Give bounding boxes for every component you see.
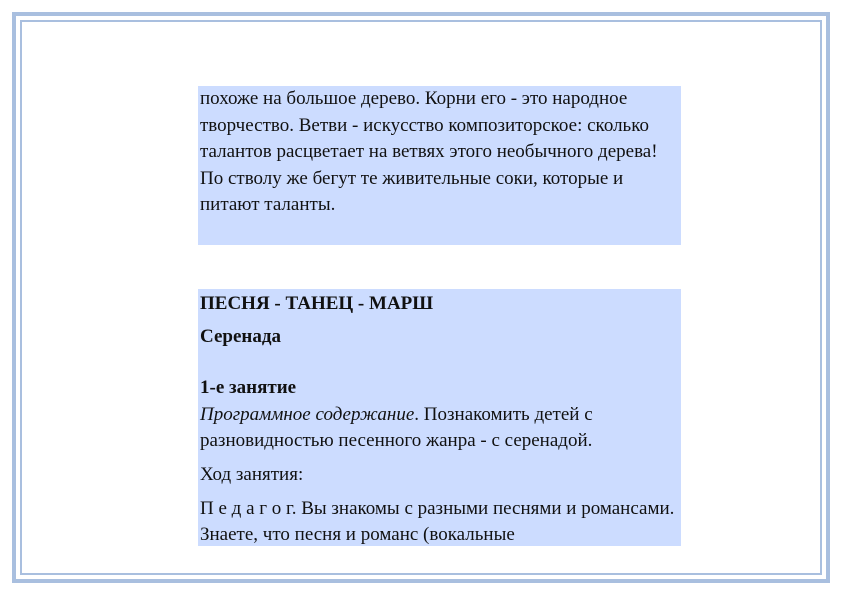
teacher-paragraph: [198, 496, 681, 549]
program-paragraph: [198, 402, 681, 455]
lesson-flow: Ход занятия:: [200, 463, 304, 485]
program-text: . Познакомить детей с разновидностью песенного жанра - с серенадой.: [200, 403, 593, 452]
teacher-label: П е д а г о г.: [200, 497, 297, 519]
text-block-intro: [198, 86, 681, 245]
text-block-lesson: [198, 289, 681, 546]
teacher-text: Вы знакомы с разными песнями и романсами. Знаете, что песня и романс (вокальные: [200, 497, 675, 546]
program-label: Программное содержание: [200, 403, 415, 425]
section-title: ПЕСНЯ - ТАНЕЦ - МАРШ: [200, 293, 434, 314]
lesson-heading: 1-е занятие: [200, 377, 297, 399]
intro-paragraph: похоже на большое дерево. Корни его - это народное творчество. Ветви - искусство композиторское: сколько талантов расцветает на ветвях этого необычного дерева! По стволу же бегут те живительные соки, которые и питают таланты.: [200, 88, 658, 216]
spacer: [198, 350, 681, 376]
subtitle: Серенада: [200, 325, 281, 347]
